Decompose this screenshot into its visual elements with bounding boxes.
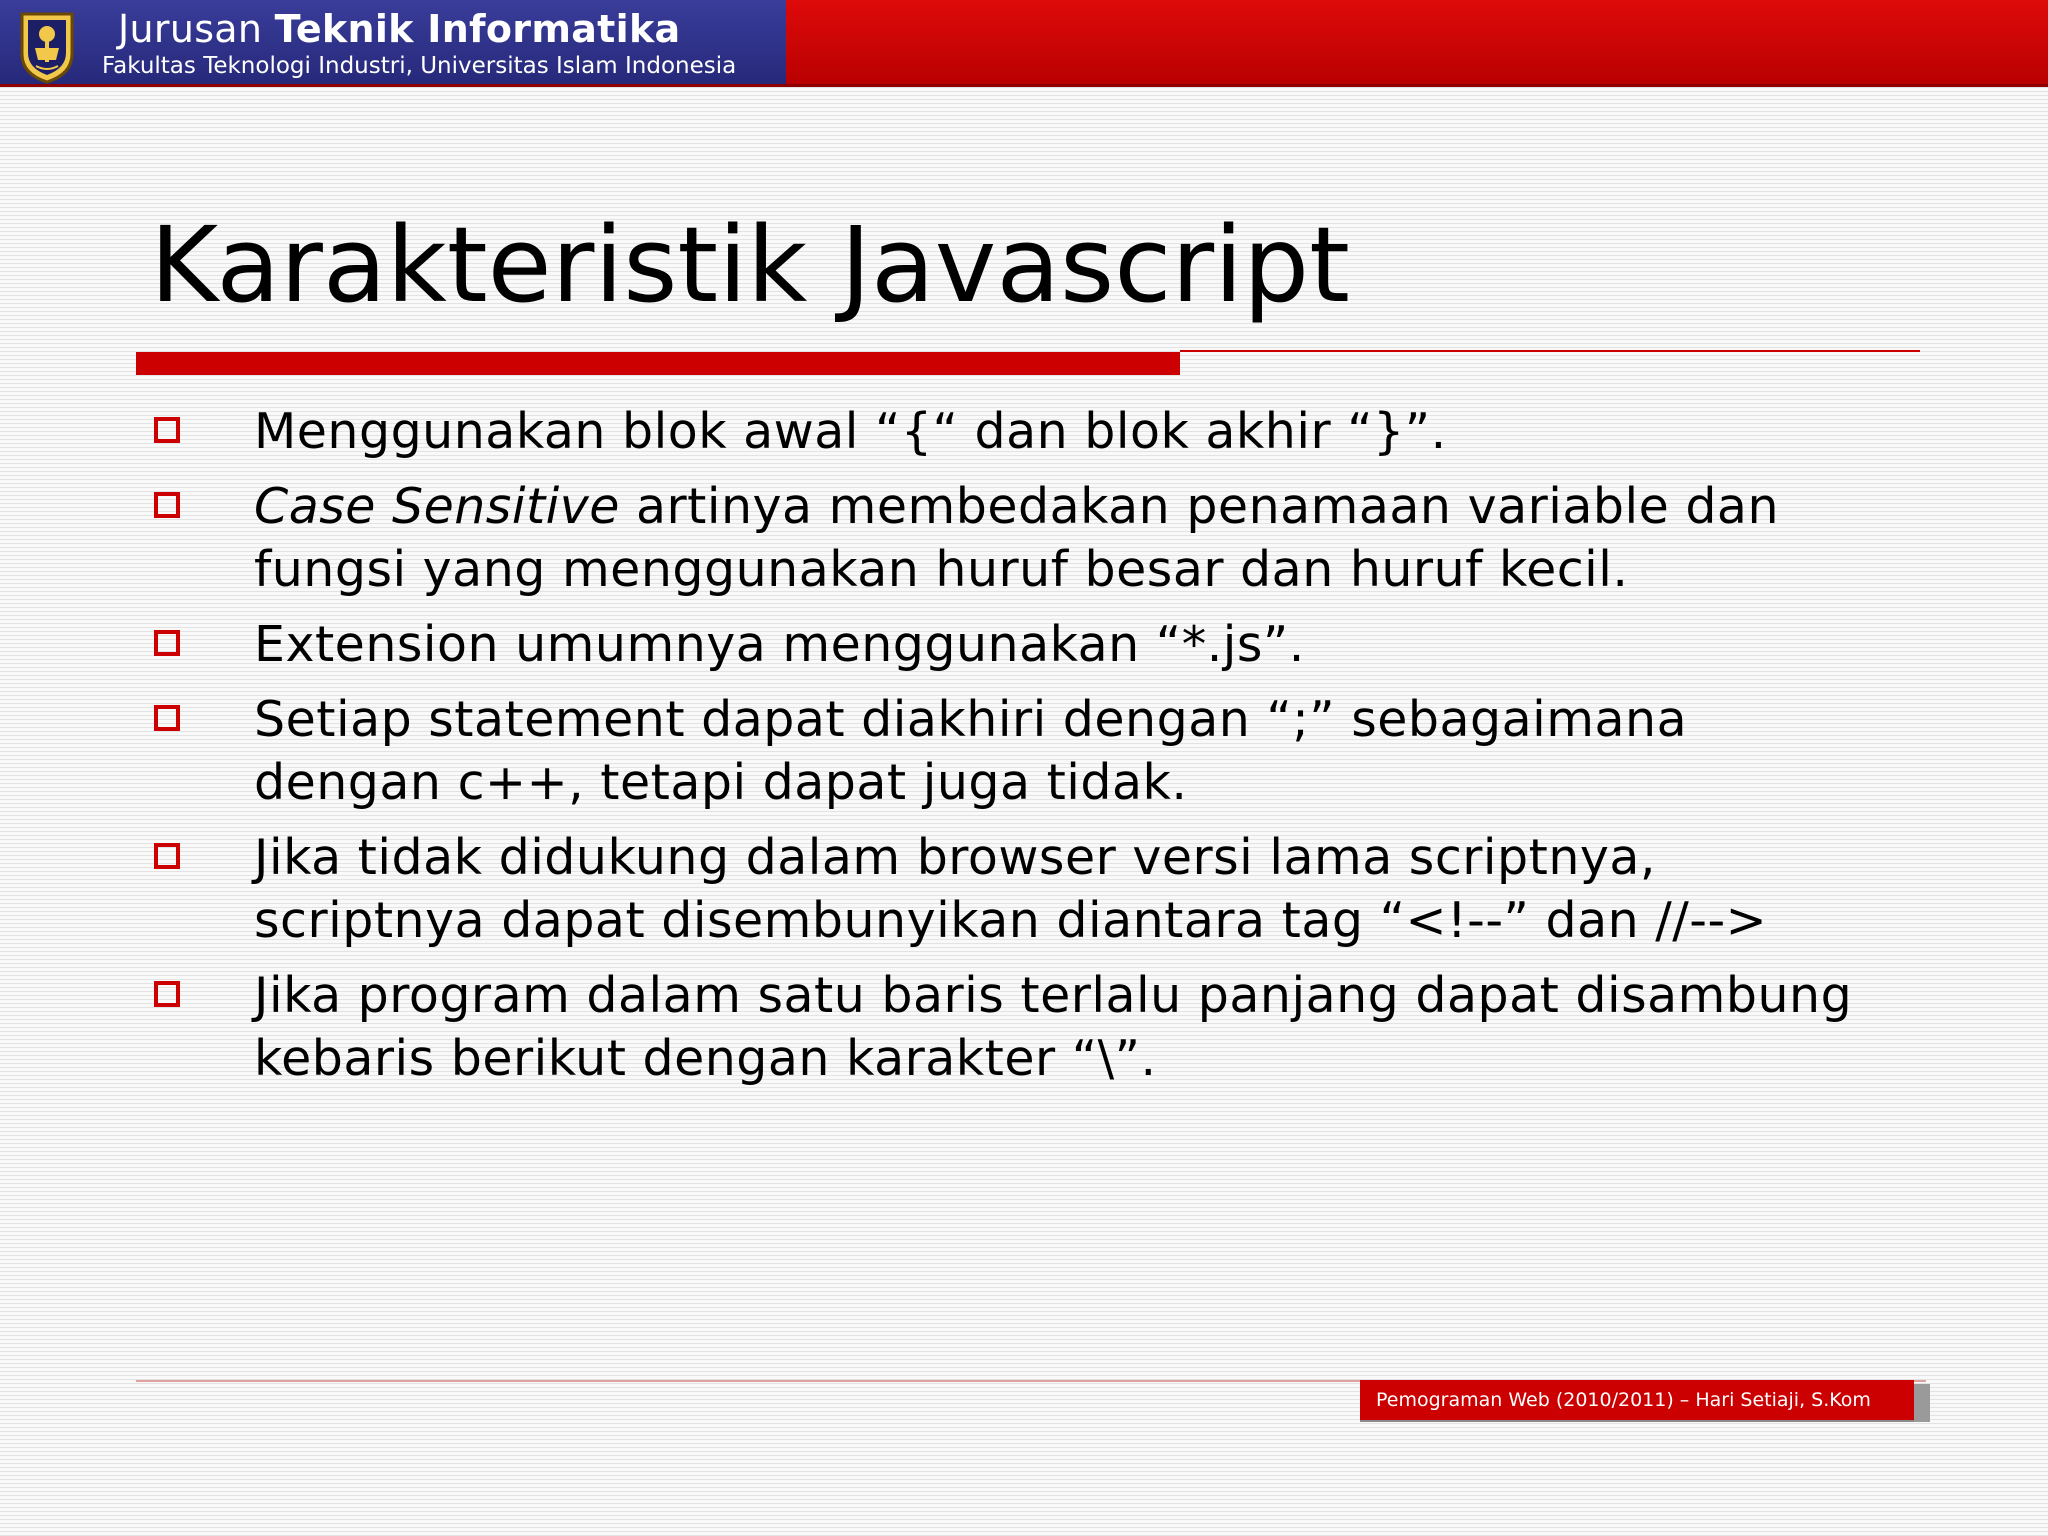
bullet-text-body: Jika program dalam satu baris terlalu panjang dapat disambung kebaris berikut dengan karakter “\”. (254, 967, 1853, 1087)
hollow-square-bullet-icon (154, 705, 180, 731)
bullet-text (254, 616, 1305, 673)
bullet-text-body: artinya membedakan penamaan variable dan fungsi yang menggunakan huruf besar dan huruf kecil. (254, 478, 1780, 598)
hollow-square-bullet-icon (154, 492, 180, 518)
slide-title: Karakteristik Javascript (150, 204, 1350, 326)
bullet-item (150, 688, 1890, 814)
bullet-text-body: Menggunakan blok awal “{“ dan blok akhir “}”. (254, 403, 1447, 460)
department-name-main: Teknik Informatika (274, 7, 681, 51)
bullet-item (150, 475, 1890, 601)
bullet-item (150, 613, 1890, 676)
faculty-name: Fakultas Teknologi Industri, Universitas Islam Indonesia (102, 53, 737, 79)
header-banner (0, 0, 2048, 86)
department-name-prefix: Jurusan (118, 7, 275, 51)
bullet-text (254, 967, 1852, 1087)
footer-badge (1360, 1380, 1914, 1422)
bullet-text-body: Setiap statement dapat diakhiri dengan “;” sebagaimana dengan c++, tetapi dapat juga tidak. (254, 691, 1688, 811)
header-divider (0, 84, 2048, 87)
university-emblem-icon (16, 10, 78, 84)
bullet-text (254, 829, 1767, 949)
hollow-square-bullet-icon (154, 843, 180, 869)
hollow-square-bullet-icon (154, 630, 180, 656)
bullet-text-body: Jika tidak didukung dalam browser versi lama scriptnya, scriptnya dapat disembunyikan diantara tag “<!--” dan //--> (254, 829, 1768, 949)
bullet-item (150, 826, 1890, 952)
header-brand-panel (0, 0, 786, 84)
hollow-square-bullet-icon (154, 981, 180, 1007)
bullet-text-emphasis: Case Sensitive (254, 478, 620, 535)
bullet-text (254, 403, 1447, 460)
title-underline-thick (136, 352, 1180, 375)
bullet-text (254, 691, 1687, 811)
bullet-item (150, 400, 1890, 463)
department-name (118, 6, 680, 52)
title-underline-thin (1180, 350, 1920, 352)
bullet-text-body: Extension umumnya menggunakan “*.js”. (254, 616, 1305, 673)
bullet-text (254, 478, 1779, 598)
bullet-item (150, 964, 1890, 1090)
bullet-list (150, 400, 1890, 1102)
footer-text: Pemograman Web (2010/2011) – Hari Setiaji, S.Kom (1376, 1389, 1871, 1411)
hollow-square-bullet-icon (154, 417, 180, 443)
